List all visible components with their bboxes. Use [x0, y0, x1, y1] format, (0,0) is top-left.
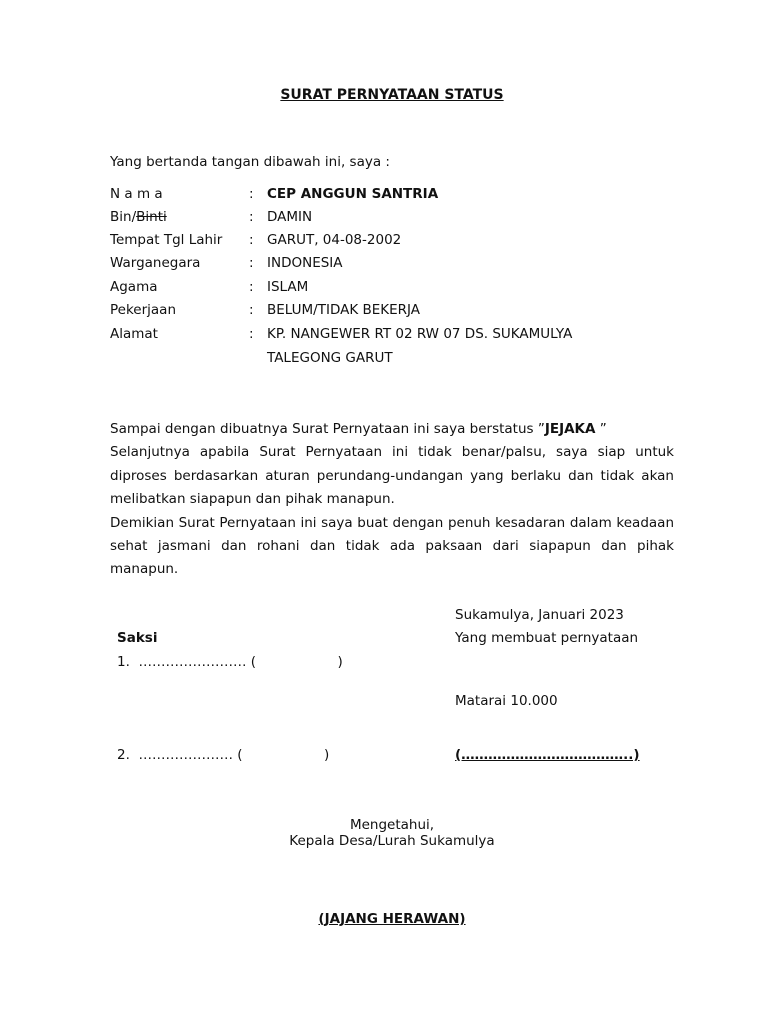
field-value: GARUT, 04-08-2002 — [267, 232, 402, 248]
field-separator: : — [249, 279, 254, 295]
field-label: N a m a — [110, 186, 163, 202]
statement-body — [110, 418, 674, 582]
status-value: JEJAKA — [544, 421, 596, 437]
field-label-prefix: Bin/ — [110, 209, 137, 225]
witness-heading: Saksi — [117, 630, 158, 646]
field-separator: : — [249, 186, 254, 202]
stamp-note: Matarai 10.000 — [455, 693, 558, 709]
maker-label: Yang membuat pernyataan — [455, 630, 639, 646]
official-name: (JAJANG HERAWAN) — [318, 911, 466, 927]
field-label: Warganegara — [110, 255, 201, 271]
status-prefix: Sampai dengan dibuatnya Surat Pernyataan ini saya berstatus ” — [110, 421, 545, 437]
field-value: INDONESIA — [267, 255, 343, 271]
place-date: Sukamulya, Januari 2023 — [455, 607, 624, 623]
approval-label: Mengetahui, — [349, 817, 435, 833]
field-label: Alamat — [110, 326, 158, 342]
document-title: SURAT PERNYATAAN STATUS — [280, 87, 504, 103]
field-label — [110, 209, 250, 225]
field-label-struck: Binti — [136, 209, 167, 225]
field-value: DAMIN — [267, 209, 313, 225]
approval-position: Kepala Desa/Lurah Sukamulya — [289, 833, 495, 849]
maker-signature-line: (………………………………..) — [455, 747, 640, 763]
field-label: Tempat Tgl Lahir — [110, 232, 223, 248]
field-value: BELUM/TIDAK BEKERJA — [267, 302, 421, 318]
closing-paragraph: Demikian Surat Pernyataan ini saya buat dengan penuh kesadaran dalam keadaan sehat jasmani dan rohani dan tidak ada paksaan dari siapapun dan pihak manapun. — [110, 514, 674, 578]
field-label: Agama — [110, 279, 158, 295]
field-separator: : — [249, 232, 254, 248]
field-value: CEP ANGGUN SANTRIA — [267, 186, 439, 202]
status-suffix: ” — [595, 421, 607, 437]
field-separator: : — [249, 302, 254, 318]
witness-line-1: 1. …………………… ( ) — [117, 654, 343, 670]
field-value: ISLAM — [267, 279, 309, 295]
field-value: KP. NANGEWER RT 02 RW 07 DS. SUKAMULYA — [267, 326, 573, 342]
field-label: Pekerjaan — [110, 302, 177, 318]
field-separator: : — [249, 255, 254, 271]
status-paragraph — [110, 418, 674, 441]
field-separator: : — [249, 209, 254, 225]
field-separator: : — [249, 326, 254, 342]
witness-line-2: 2. ………………… ( ) — [117, 747, 330, 763]
field-value-line2: TALEGONG GARUT — [267, 350, 393, 366]
intro-text: Yang bertanda tangan dibawah ini, saya : — [110, 154, 390, 170]
consequence-paragraph: Selanjutnya apabila Surat Pernyataan ini tidak benar/palsu, saya siap untuk diproses berdasarkan aturan perundang-undangan yang berlaku dan tidak akan melibatkan siapapun dan pihak manapun. — [110, 444, 674, 508]
